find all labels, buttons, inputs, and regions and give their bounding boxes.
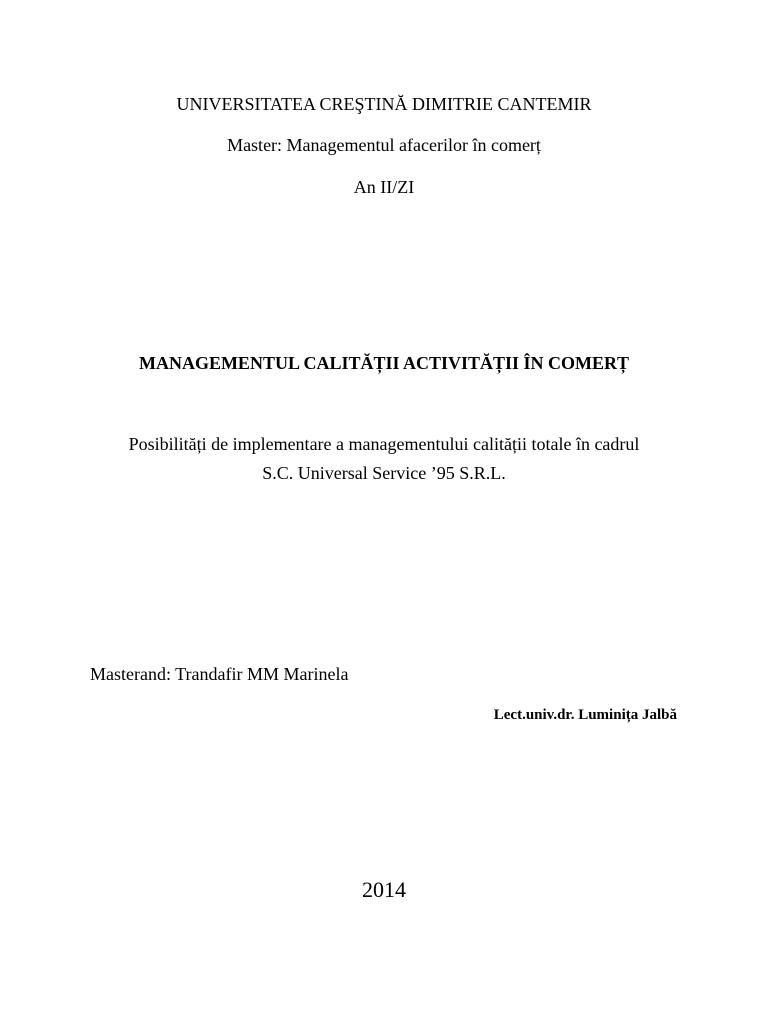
thesis-subtitle-line-1: Posibilități de implementare a managementului calității totale în cadrul: [128, 434, 640, 454]
year-of-study: An II/ZI: [353, 177, 415, 197]
supervisor-name: Lect.univ.dr. Luminița Jalbă: [493, 707, 677, 723]
student-name: Masterand: Trandafir MM Marinela: [90, 664, 349, 684]
master-program: Master: Managementul afacerilor în comerț: [227, 135, 541, 155]
publication-year: 2014: [362, 877, 406, 902]
thesis-subtitle-line-2: S.C. Universal Service ’95 S.R.L.: [262, 463, 506, 483]
university-name: UNIVERSITATEA CREŞTINĂ DIMITRIE CANTEMIR: [176, 94, 592, 114]
thesis-title: MANAGEMENTUL CALITĂȚII ACTIVITĂȚII ÎN COMERȚ: [138, 353, 630, 373]
